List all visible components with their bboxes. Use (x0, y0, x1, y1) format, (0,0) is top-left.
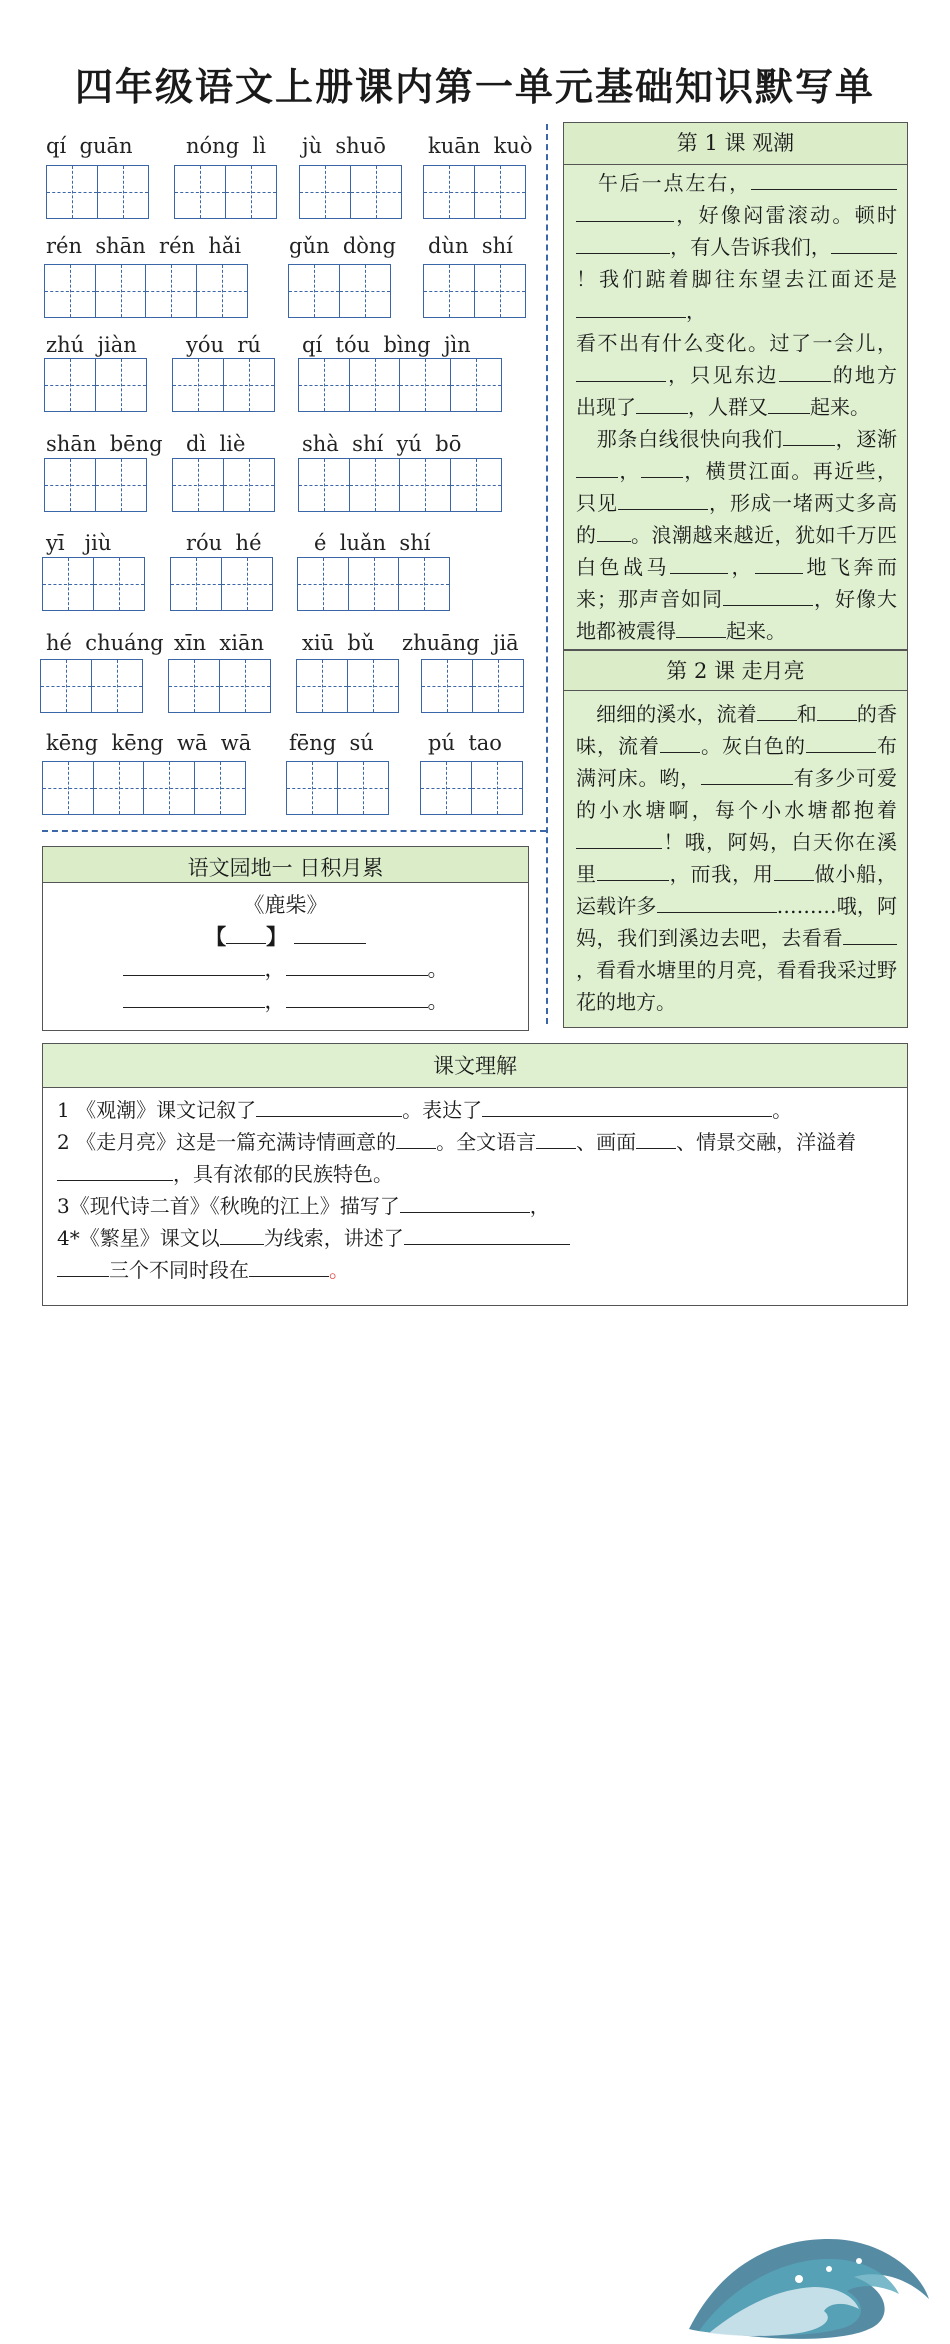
pinyin-label: qí guān (46, 134, 133, 158)
pinyin-label: qí tóu bìng jìn (302, 333, 471, 357)
blank[interactable] (618, 489, 708, 510)
blank[interactable] (676, 617, 726, 638)
blank[interactable] (286, 955, 428, 976)
char-box-group[interactable] (44, 264, 246, 318)
char-box-group[interactable] (297, 557, 449, 611)
blank[interactable] (396, 1128, 436, 1149)
char-box-group[interactable] (42, 761, 244, 815)
blank[interactable] (768, 393, 810, 414)
wave-illustration (679, 2199, 939, 2344)
vertical-divider (546, 124, 548, 1024)
pinyin-label: kuān kuò (428, 134, 533, 158)
blank[interactable] (576, 828, 662, 849)
blank[interactable] (657, 892, 757, 913)
blank[interactable] (636, 1128, 676, 1149)
pinyin-label: yóu rú (186, 333, 261, 357)
blank[interactable] (817, 700, 857, 721)
char-box-group[interactable] (172, 458, 273, 512)
lesson1-heading: 第 1 课 观潮 (564, 123, 907, 165)
lesson2-text: 细细的溪水，流着 和 的香味，流着 。灰白色的 布满河床。哟， 有多少可爱的小水塘啊，每个小水塘都抱着！哦，阿妈，白天你在溪里 ，而我，用 做小船，运载许多 ………哦，阿妈，我们到溪边去吧，去看看，看看水塘里的月亮，看看我采过野花的地方。 (576, 702, 898, 1014)
blank[interactable] (400, 1192, 530, 1213)
blank[interactable] (636, 393, 688, 414)
blank[interactable] (757, 700, 797, 721)
pinyin-label: é luǎn shí (314, 531, 431, 555)
char-box-group[interactable] (172, 358, 273, 412)
blank[interactable] (641, 457, 683, 478)
blank[interactable] (576, 201, 674, 222)
blank[interactable] (482, 1096, 772, 1117)
blank[interactable] (843, 924, 897, 945)
char-box-group[interactable] (296, 659, 397, 713)
pinyin-label: xīn xiān (174, 631, 265, 655)
pinyin-label: kēng kēng wā wā (46, 731, 252, 755)
pinyin-label: rén shān rén hǎi (46, 234, 242, 258)
blank[interactable] (806, 732, 836, 753)
question-3: 3《现代诗二首》《秋晚的江上》描写了 ， (57, 1194, 550, 1218)
blank[interactable] (576, 361, 666, 382)
blank[interactable] (249, 1256, 329, 1277)
char-box-group[interactable] (168, 659, 269, 713)
blank[interactable] (723, 585, 801, 606)
blank[interactable] (576, 233, 670, 254)
blank[interactable] (256, 1096, 402, 1117)
lesson1-text: 午后一点左右，，好像闷雷滚动。顿时，有人告诉我们，！我们踮着脚往东望去江面还是， 看不出有什么变化。过了一会儿，，只见东边 的地方出现了 ，人群又 起来。 那条白线很快向我们 ，逐渐， ，横贯江面。再近些， 只见 ，形成一堵两丈多高的 。浪潮越来越近，犹如千万匹白色战马 ， 地飞奔而来；那声音如同 ，好像大地都被震得 起来。 (576, 171, 898, 643)
pinyin-label: zhú jiàn (46, 333, 137, 357)
understanding-panel (42, 1043, 908, 1306)
lesson2-panel (563, 650, 908, 1028)
char-box-group[interactable] (174, 165, 275, 219)
blank[interactable] (404, 1224, 570, 1245)
char-box-group[interactable] (298, 458, 500, 512)
blank[interactable] (576, 297, 686, 318)
blank[interactable] (779, 361, 831, 382)
pinyin-label: nóng lì (186, 134, 266, 158)
pinyin-label: shān bēng (46, 432, 163, 456)
char-box-group[interactable] (286, 761, 387, 815)
char-box-group[interactable] (421, 659, 522, 713)
pinyin-label: fēng sú (289, 731, 374, 755)
char-box-group[interactable] (288, 264, 389, 318)
pinyin-label: xiū bǔ (302, 631, 375, 655)
blank[interactable] (879, 233, 897, 254)
pinyin-label: hé chuáng (46, 631, 164, 655)
horizontal-divider (42, 830, 546, 832)
pinyin-label: róu hé (186, 531, 262, 555)
blank[interactable] (220, 1224, 264, 1245)
poem-title: 《鹿柴》 (243, 893, 328, 917)
pinyin-label: jù shuō (302, 134, 386, 158)
blank[interactable] (123, 987, 265, 1008)
pinyin-label: dì liè (186, 432, 246, 456)
garden-panel (42, 846, 529, 1031)
pinyin-label: yī jiù (46, 531, 112, 555)
lesson1-panel (563, 122, 908, 650)
char-box-group[interactable] (423, 165, 524, 219)
blank[interactable] (57, 1160, 173, 1181)
blank[interactable] (831, 233, 879, 254)
pinyin-label: shà shí yú bō (302, 432, 462, 456)
char-box-group[interactable] (42, 557, 143, 611)
page-title: 四年级语文上册课内第一单元基础知识默写单 (74, 65, 875, 109)
char-box-group[interactable] (40, 659, 141, 713)
blank[interactable] (801, 585, 813, 606)
blank[interactable] (597, 860, 669, 881)
blank[interactable] (751, 169, 897, 190)
pinyin-label: dùn shí (428, 234, 513, 258)
garden-heading: 语文园地一 日积月累 (43, 847, 528, 883)
blank[interactable] (701, 764, 793, 785)
pinyin-label: zhuāng jiā (402, 631, 519, 655)
question-1: 1 《观潮》课文记叙了 。表达了 。 (57, 1098, 793, 1122)
blank[interactable] (757, 892, 777, 913)
blank[interactable] (783, 425, 835, 446)
pinyin-label: gǔn dòng (289, 234, 396, 258)
blank[interactable] (123, 955, 265, 976)
char-box-group[interactable] (170, 557, 271, 611)
blank[interactable] (670, 553, 728, 574)
blank[interactable] (286, 987, 428, 1008)
blank[interactable] (294, 923, 366, 944)
understanding-questions (43, 1088, 907, 1286)
char-box-group[interactable] (298, 358, 500, 412)
blank[interactable] (57, 1256, 109, 1277)
question-4: 4*《繁星》课文以 为线索，讲述了 三个不同时段在 。 (57, 1222, 895, 1286)
blank[interactable] (836, 732, 876, 753)
poem-author-line: 【 】 (43, 921, 528, 953)
pinyin-label: pú tao (428, 731, 502, 755)
lesson2-heading: 第 2 课 走月亮 (564, 651, 907, 691)
char-box-group[interactable] (420, 761, 521, 815)
blank[interactable] (774, 860, 814, 881)
char-box-group[interactable] (44, 458, 145, 512)
blank[interactable] (226, 923, 266, 944)
blank[interactable] (597, 521, 631, 542)
char-box-group[interactable] (44, 358, 145, 412)
poem-block (43, 883, 528, 1017)
char-box-group[interactable] (423, 264, 524, 318)
char-box-group[interactable] (46, 165, 147, 219)
understanding-heading: 课文理解 (43, 1044, 907, 1088)
blank[interactable] (576, 457, 618, 478)
char-box-group[interactable] (299, 165, 400, 219)
question-2: 2 《走月亮》这是一篇充满诗情画意的 。全文语言 、画面 、情景交融，洋溢着，具有浓郁的民族特色。 (57, 1130, 857, 1186)
blank[interactable] (536, 1128, 576, 1149)
poem-line: ， 。 (43, 953, 528, 985)
poem-line: ， 。 (43, 985, 528, 1017)
blank[interactable] (755, 553, 803, 574)
blank[interactable] (660, 732, 700, 753)
